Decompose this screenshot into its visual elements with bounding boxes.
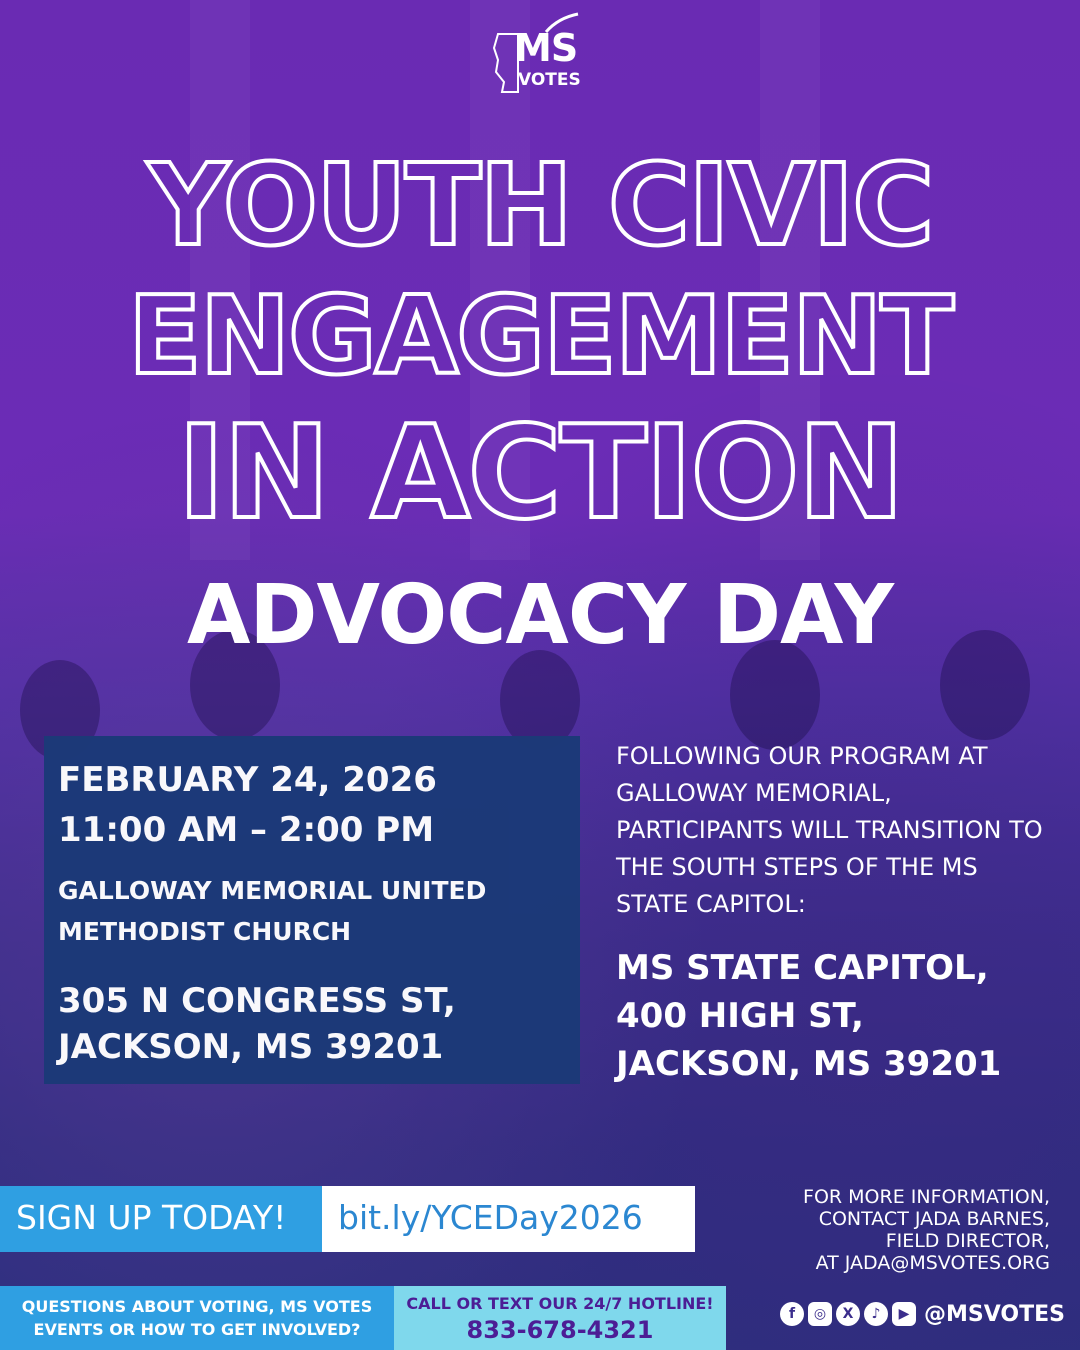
capitol-line-1: MS STATE CAPITOL, [616,948,989,988]
questions-banner [0,1286,394,1350]
signup-link-text[interactable]: bit.ly/YCEDay2026 [338,1198,643,1237]
facebook-icon[interactable]: f [780,1302,804,1326]
address-line-1: 305 N CONGRESS ST, [58,981,456,1021]
headline-line-2: ENGAGEMENT [127,274,953,399]
hotline-banner [394,1286,726,1350]
questions-text [0,1295,394,1341]
background-figure [500,650,580,750]
hotline-label: CALL OR TEXT OUR 24/7 HOTLINE! [406,1294,714,1313]
questions-line-1: QUESTIONS ABOUT VOTING, MS VOTES [21,1297,373,1316]
headline-subtitle: ADVOCACY DAY [186,568,894,663]
headline-line-3: IN ACTION [177,399,903,548]
signup-link[interactable] [322,1186,695,1252]
contact-line-1: FOR MORE INFORMATION, [803,1186,1050,1208]
event-date: FEBRUARY 24, 2026 [58,760,437,800]
capitol-line-2: 400 HIGH ST, [616,996,864,1036]
event-time: 11:00 AM – 2:00 PM [58,810,435,850]
headline-line-1: YOUTH CIVIC [147,141,933,271]
capitol-location [616,944,1056,1088]
contact-email[interactable]: AT JADA@MSVOTES.ORG [815,1252,1050,1274]
event-details-box [44,736,580,1084]
instagram-icon[interactable]: ◎ [808,1302,832,1326]
hotline-number[interactable]: 833-678-4321 [466,1316,654,1344]
tiktok-icon[interactable]: ♪ [864,1302,888,1326]
event-address [58,978,558,1070]
followup-description: FOLLOWING OUR PROGRAM AT GALLOWAY MEMORIAL, PARTICIPANTS WILL TRANSITION TO THE SOUTH STEPS OF THE MS STATE CAPITOL: [616,742,1043,918]
logo-ms-text: MS [514,26,578,70]
signup-banner [0,1186,322,1252]
address-line-2: JACKSON, MS 39201 [58,1027,444,1067]
event-venue: GALLOWAY MEMORIAL UNITED METHODIST CHURCH [58,876,487,946]
contact-info [720,1186,1050,1274]
capitol-line-3: JACKSON, MS 39201 [616,1044,1002,1084]
x-icon[interactable]: X [836,1302,860,1326]
contact-line-2: CONTACT JADA BARNES, [818,1208,1050,1230]
questions-line-2: EVENTS OR HOW TO GET INVOLVED? [33,1320,361,1339]
social-handle[interactable]: @MSVOTES [924,1302,1065,1327]
ms-votes-logo [488,12,598,102]
logo-votes-text: VOTES [518,70,581,90]
contact-line-3: FIELD DIRECTOR, [885,1230,1050,1252]
youtube-icon[interactable]: ▶ [892,1302,916,1326]
signup-label: SIGN UP TODAY! [16,1198,287,1237]
